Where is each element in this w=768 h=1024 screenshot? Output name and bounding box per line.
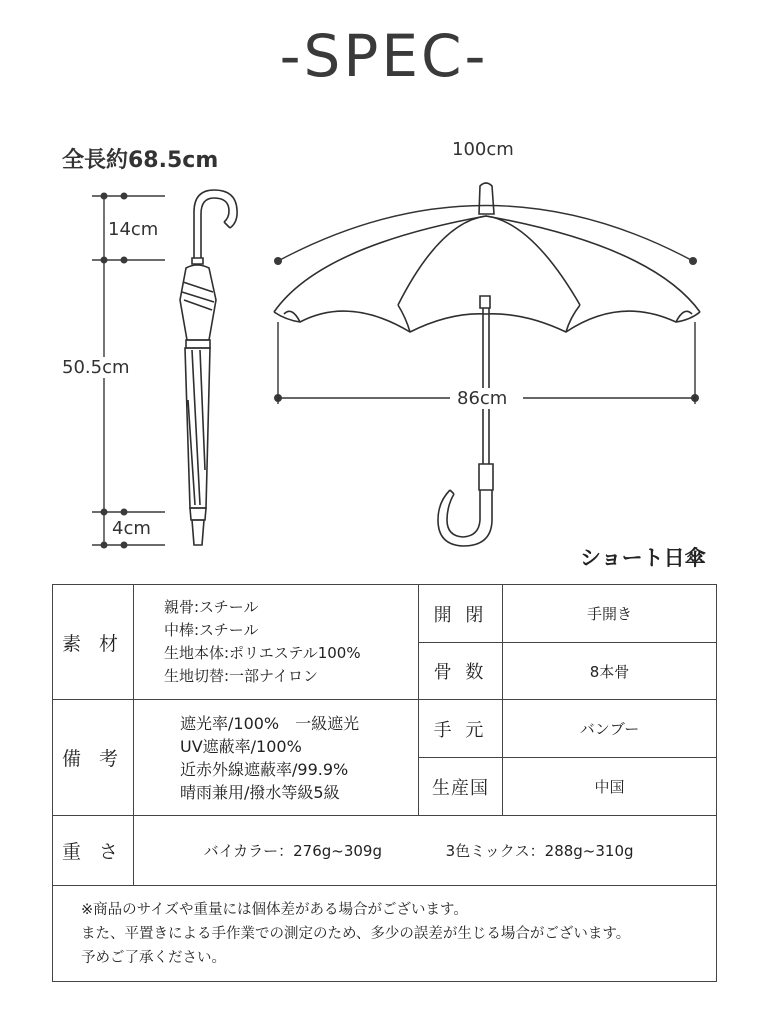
remarks-label: 備 考 (53, 700, 134, 816)
remarks-line: 遮光率/100% 一級遮光 (180, 713, 360, 733)
handle-length-label: 14cm (108, 219, 159, 240)
origin-value: 中国 (503, 758, 717, 816)
tip-length-label: 4cm (112, 518, 151, 539)
remarks-line: 近赤外線遮蔽率/99.9% (180, 759, 349, 779)
material-line: 生地本体:ポリエステル100% (164, 644, 361, 662)
material-line: 生地切替:一部ナイロン (164, 667, 319, 685)
note-line: また、平置きによる手作業での測定のため、多少の誤差が生じる場合がございます。 (81, 925, 631, 942)
material-values (134, 585, 419, 700)
handle-label: 手 元 (419, 700, 503, 758)
note (53, 886, 717, 982)
ribs-label: 骨 数 (419, 643, 503, 700)
note-line: 予めご了承ください。 (81, 949, 226, 966)
open-umbrella (274, 183, 700, 546)
handle-value: バンブー (503, 700, 717, 758)
closed-umbrella (180, 190, 237, 545)
opening-value: 手開き (503, 585, 717, 643)
product-name: ショート日傘 (580, 546, 706, 570)
note-line: ※商品のサイズや重量には個体差がある場合がございます。 (81, 901, 468, 918)
body-length-label: 50.5cm (62, 357, 130, 378)
material-line: 親骨:スチール (164, 598, 259, 616)
width-label: 86cm (457, 388, 508, 409)
remarks-line: UV遮蔽率/100% (180, 736, 302, 756)
remarks-values (134, 700, 419, 816)
weight-label: 重 さ (53, 816, 134, 886)
total-length-label: 全長約68.5cm (62, 148, 219, 173)
page-title: -SPEC- (279, 22, 489, 90)
weight-three-color: 3色ミックス：288g~310g (445, 842, 634, 860)
origin-label: 生産国 (419, 758, 503, 816)
spec-table (52, 584, 717, 982)
weight-bicolor: バイカラー：276g~309g (203, 842, 382, 860)
arc-length-label: 100cm (452, 139, 514, 160)
material-label: 素 材 (53, 585, 134, 700)
opening-label: 開 閉 (419, 585, 503, 643)
ribs-value: 8本骨 (503, 643, 717, 700)
weight-values (134, 816, 717, 886)
material-line: 中棒:スチール (164, 621, 259, 639)
remarks-line: 晴雨兼用/撥水等級5級 (180, 782, 340, 802)
